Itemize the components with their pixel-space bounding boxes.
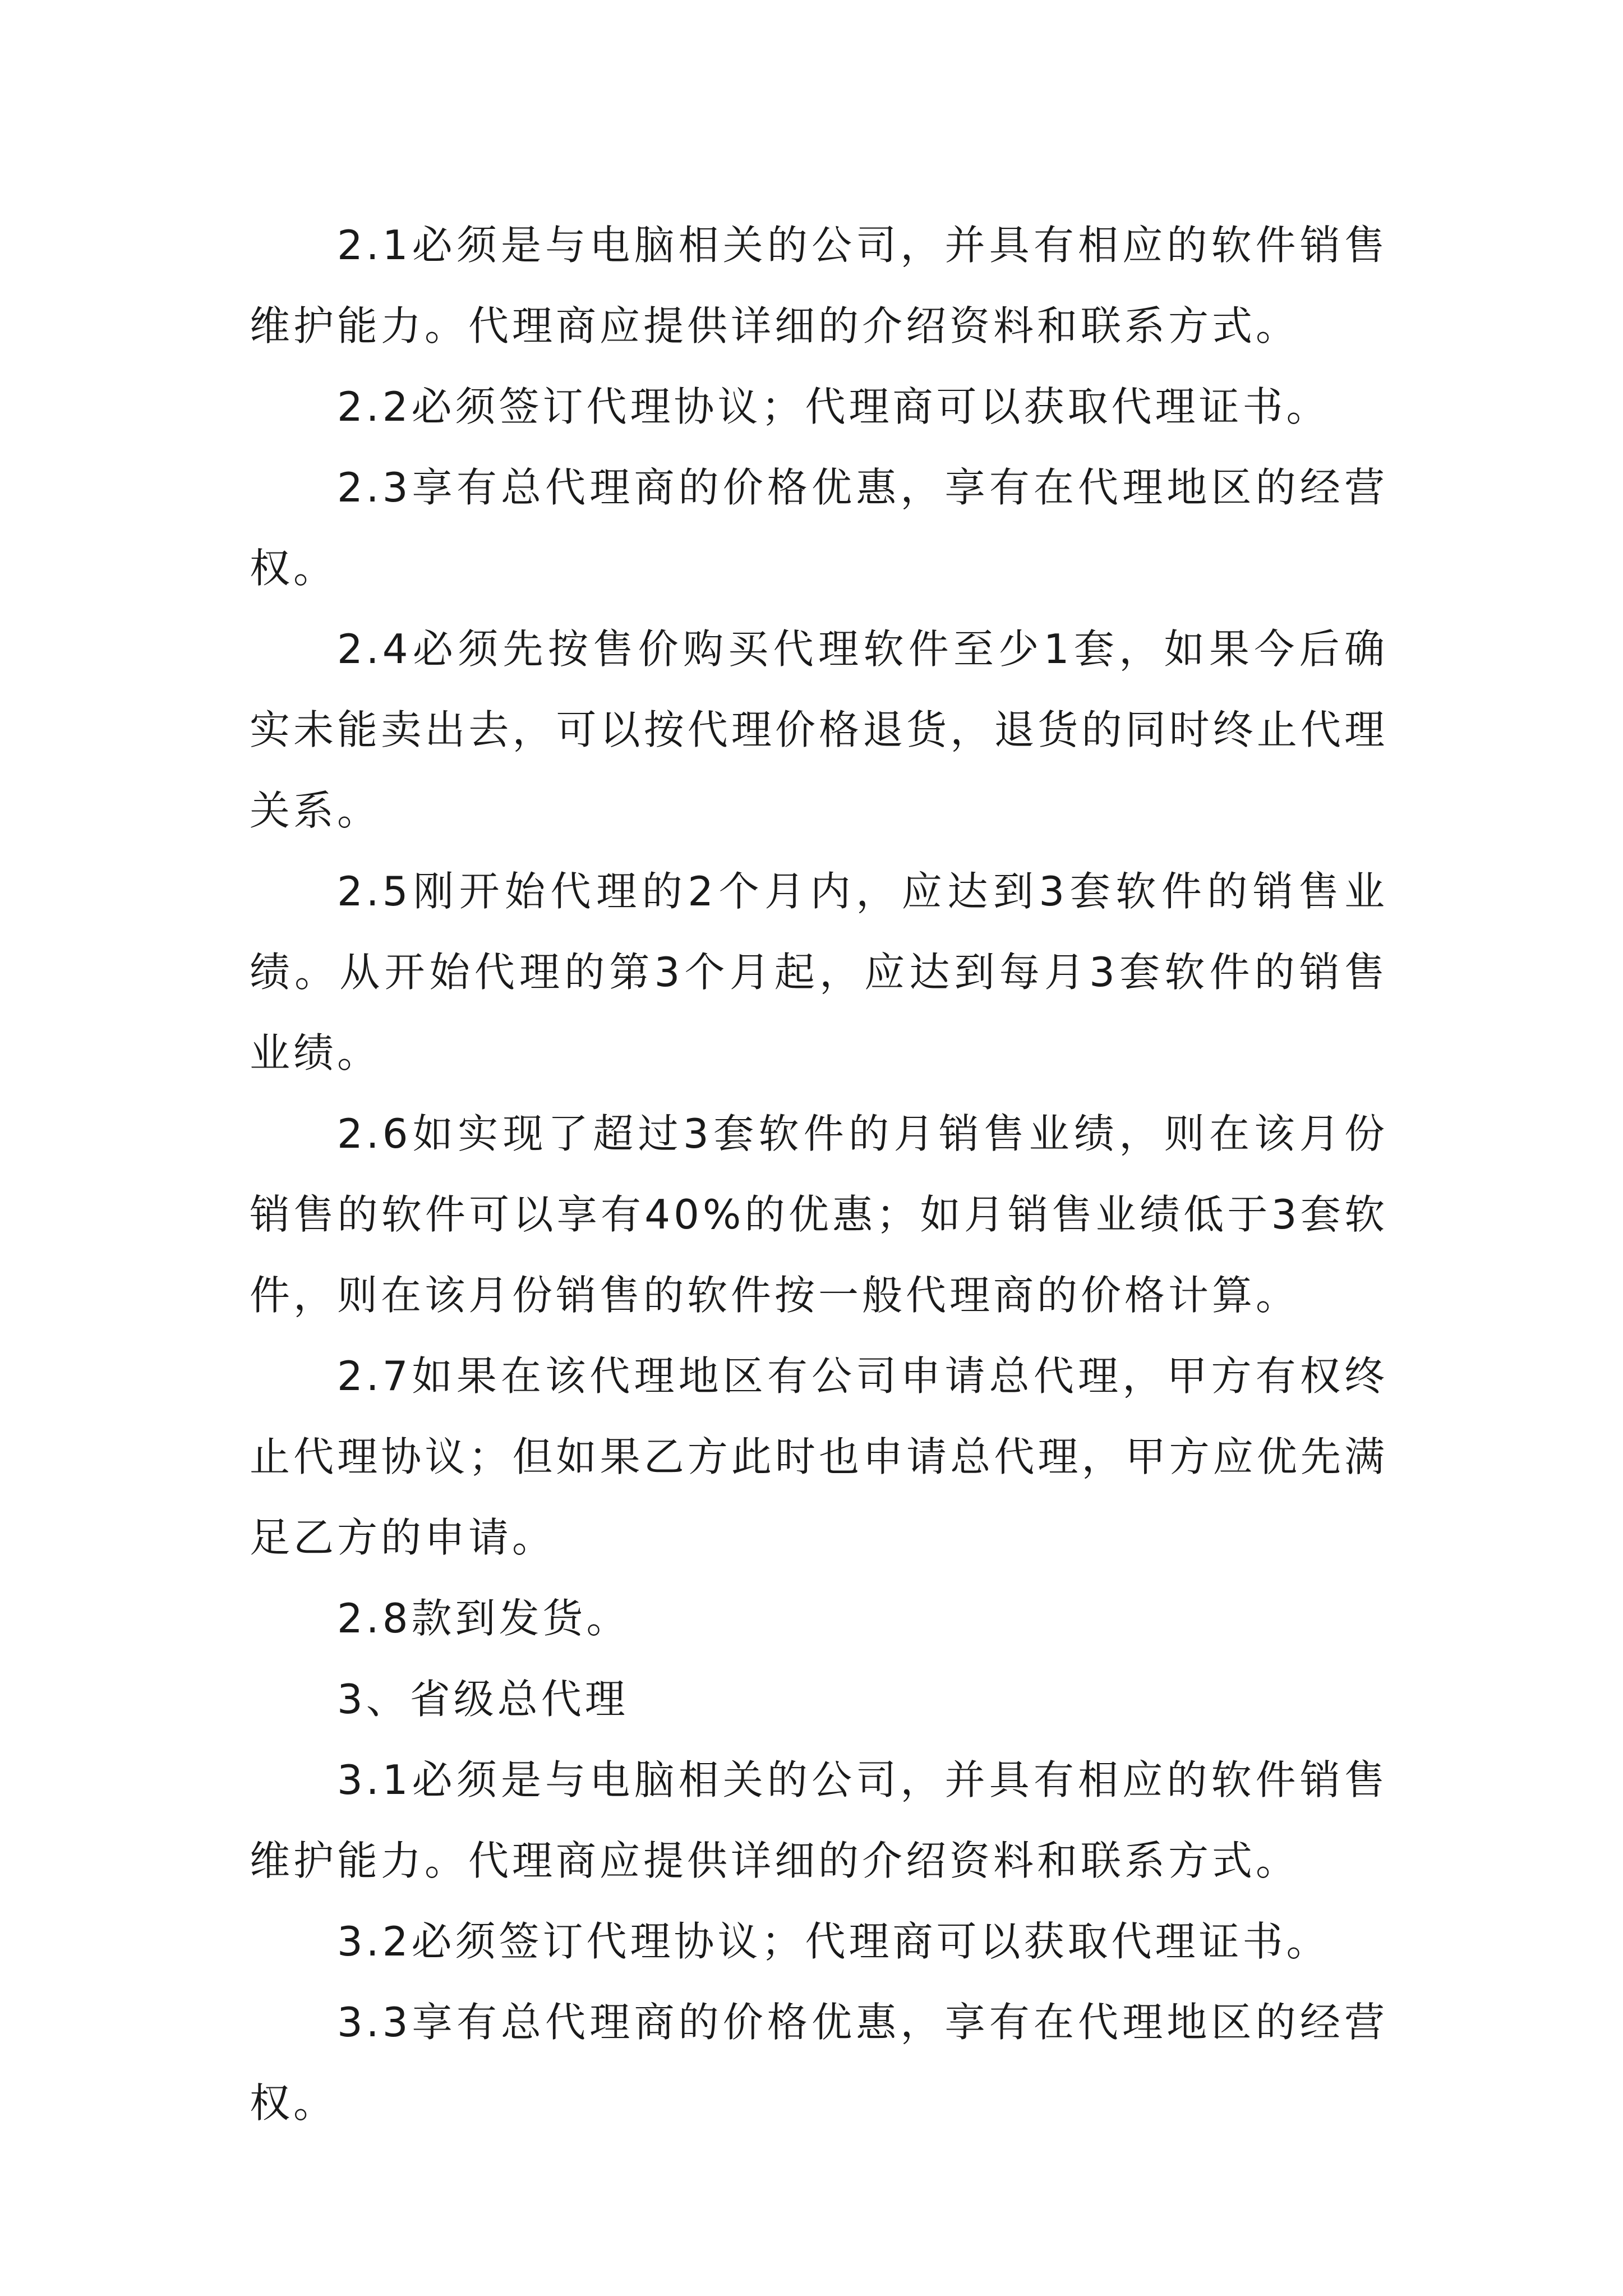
paragraph-2-5: 2.5刚开始代理的2个月内，应达到3套软件的销售业绩。从开始代理的第3个月起，应达到每月3套软件的销售业绩。 — [250, 868, 1388, 1076]
paragraph-2-2: 2.2必须签订代理协议；代理商可以获取代理证书。 — [337, 383, 1330, 430]
section-heading-3: 3、省级总代理 — [337, 1676, 629, 1723]
paragraph-2-8: 2.8款到发货。 — [337, 1595, 630, 1642]
paragraph-3-3: 3.3享有总代理商的价格优惠，享有在代理地区的经营权。 — [250, 1999, 1388, 2127]
document-body — [250, 205, 1388, 2143]
paragraph-3-1: 3.1必须是与电脑相关的公司，并具有相应的软件销售维护能力。代理商应提供详细的介绍资料和联系方式。 — [250, 1756, 1388, 1884]
paragraph-2-7: 2.7如果在该代理地区有公司申请总代理，甲方有权终止代理协议；但如果乙方此时也申请总代理，甲方应优先满足乙方的申请。 — [250, 1352, 1388, 1561]
paragraph-2-1: 2.1必须是与电脑相关的公司，并具有相应的软件销售维护能力。代理商应提供详细的介绍资料和联系方式。 — [250, 222, 1388, 349]
paragraph-3-2: 3.2必须签订代理协议；代理商可以获取代理证书。 — [337, 1918, 1330, 1965]
paragraph-2-6: 2.6如实现了超过3套软件的月销售业绩，则在该月份销售的软件可以享有40%的优惠；如月销售业绩低于3套软件，则在该月份销售的软件按一般代理商的价格计算。 — [250, 1110, 1388, 1319]
paragraph-2-3: 2.3享有总代理商的价格优惠，享有在代理地区的经营权。 — [250, 464, 1388, 592]
paragraph-2-4: 2.4必须先按售价购买代理软件至少1套，如果今后确实未能卖出去，可以按代理价格退货，退货的同时终止代理关系。 — [250, 625, 1388, 834]
